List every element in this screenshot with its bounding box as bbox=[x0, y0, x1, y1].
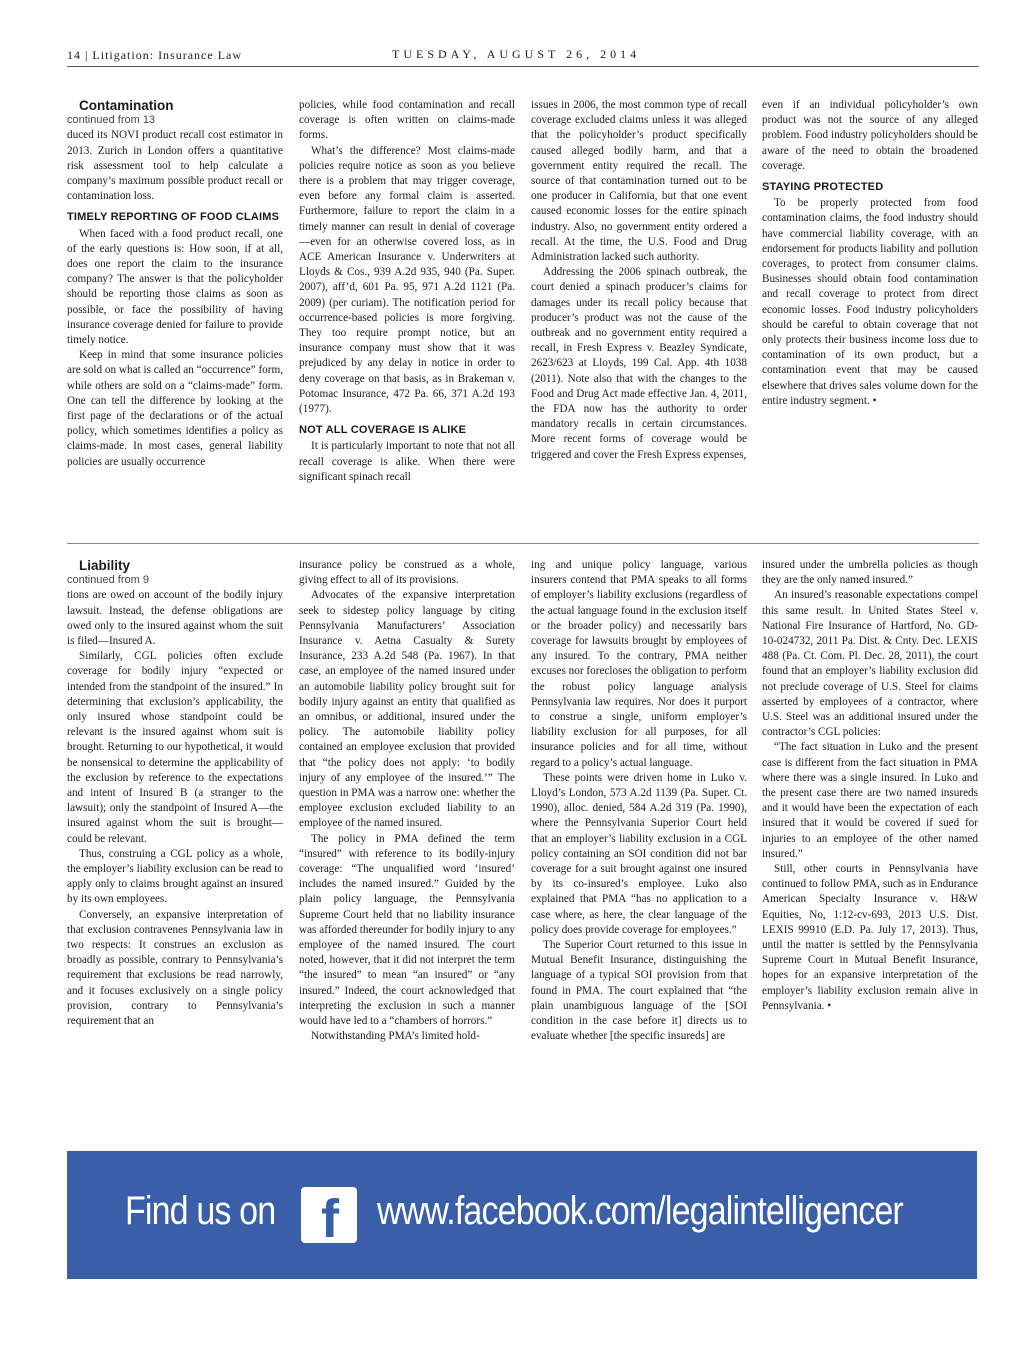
continued-from-label: continued from 13 bbox=[67, 114, 156, 127]
paragraph: even if an individual policyholder’s own product was not the source of any alleged problem. Food industry policyholders should be aware of the need to obtain the broadened coverage. bbox=[762, 99, 978, 172]
subhead-staying-protected: STAYING PROTECTED bbox=[762, 181, 884, 194]
paragraph: Addressing the 2006 spinach outbreak, the court denied a spinach producer’s claims for damages under its recall policy because that producer’s product was not the cause of the outbreak and no government entity required a recall, in Fresh Express v. Beazley Syndicate, 2623/623 at Lloyds, 199 Cal. App. 4th 1038 (2011). Note also that with the changes to the Food and Drug Act made effective Jan. 4, 2011, the FDA now has the authority to order mandatory recalls in certain circumstances. More recent forms of coverage would be triggered and cover the Fresh Express expenses, bbox=[531, 266, 747, 461]
section-divider bbox=[67, 543, 979, 544]
find-us-text: Find us on bbox=[125, 1189, 276, 1233]
paragraph: insured under the umbrella policies as though they are the only named insured.” bbox=[762, 559, 978, 587]
paragraph: Still, other courts in Pennsylvania have continued to follow PMA, such as in Endurance American Specialty Insurance v. H&W Equities, No, 1:12-cv-693, 2013 U.S. Dist. LEXIS 99910 (E.D. Pa. July 17, 2013). Thus, until the matter is settled by the Pennsylvania Supreme Court in Mutual Benefit Insurance, hopes for an expansive interpretation of the employer’s liability exclusion remain alive in Pennsylvania. • bbox=[762, 863, 978, 1012]
facebook-banner[interactable] bbox=[67, 1151, 977, 1279]
contamination-title: Contamination bbox=[79, 98, 174, 113]
paragraph: An insured’s reasonable expectations compel this same result. In United States Steel v. National Fire Insurance of Hartford, No. GD-10-024732, 2011 Pa. Dist. & Cnty. Dec. LEXIS 488 (Pa. Ct. Com. Pl. Dec. 28, 2011), the court found that an employer’s liability exclusion did not preclude coverage of U.S. Steel for claims asserted by employees of a contractor, where U.S. Steel was an additional insured under the contractor’s CGL policies: bbox=[762, 589, 978, 739]
paragraph: When faced with a food product recall, one of the early questions is: How soon, if at all, does one report the claim to the insurance company? The answer is that the policyholder should be reporting those claims as soon as possible, or face the possibility of having insurance coverage denied for failure to provide timely notice. bbox=[67, 227, 283, 347]
contamination-column-3 bbox=[531, 98, 747, 528]
contamination-column-1 bbox=[67, 98, 283, 528]
facebook-icon[interactable] bbox=[301, 1187, 357, 1249]
paragraph: tions are owed on account of the bodily injury lawsuit. Instead, the defense obligations are owed only to the insured against whom the suit is filed—Insured A. bbox=[67, 589, 283, 648]
liability-column-1 bbox=[67, 558, 283, 1128]
page-label: 14 | Litigation: Insurance Law bbox=[67, 48, 243, 62]
paragraph: duced its NOVI product recall cost estimator in 2013. Zurich in London offers a quantitative risk assessment tool to help calculate a company’s maximum possible product recall or contamination loss. bbox=[67, 129, 283, 203]
liability-title: Liability bbox=[79, 558, 131, 573]
contamination-column-2 bbox=[299, 98, 515, 528]
paragraph: What’s the difference? Most claims-made policies require notice as soon as you believe there is a problem that may trigger coverage, even before any formal claim is asserted. Furthermore, failure to report the claim in a timely manner can result in denial of coverage—even for an otherwise covered loss, as in ACE American Insurance v. Underwriters at Lloyds & Cos., 939 A.2d 935, 940 (Pa. Super. 2007), aff’d, 601 Pa. 95, 971 A.2d 1121 (Pa. 2009) (per curiam). The notification period for occurrence-based policies is more forgiving. They too require prompt notice, but an insurance company must show that it was prejudiced by any delay in notice in order to deny coverage on that basis, as in Brakeman v. Potomac Insurance, 472 Pa. 66, 371 A.2d 193 (1977). bbox=[299, 144, 515, 416]
liability-column-3 bbox=[531, 558, 747, 1128]
paragraph: These points were driven home in Luko v. Lloyd’s London, 573 A.2d 1139 (Pa. Super. Ct. 1990), alloc. denied, 584 A.2d 319 (Pa. 1990), where the Pennsylvania Superior Court held that an employer’s liability exclusion in a CGL policy containing an SOI condition did not bar coverage for a suit brought against one insured by its co-insured’s employee. Luko also explained that PMA “has no application to a case where, as here, the clear language of the policy does provide coverage for employees.” bbox=[531, 771, 747, 936]
continued-from-label: continued from 9 bbox=[67, 574, 149, 587]
liability-column-4 bbox=[762, 558, 978, 1128]
paragraph: It is particularly important to note that not all recall coverage is alike. When there were significant spinach recall bbox=[299, 440, 515, 483]
paragraph: “The fact situation in Luko and the present case is different from the fact situation in PMA where there was a single insured. In Luko and the present case there are two named insureds and it would have been the expectation of each insured that it would be covered if sued for injuries to an employee of the other named insured.” bbox=[762, 741, 978, 860]
page-header bbox=[67, 44, 979, 67]
paragraph: Notwithstanding PMA’s limited hold- bbox=[311, 1030, 480, 1043]
paragraph: Advocates of the expansive interpretation seek to sidestep policy language by citing Pennsylvania Manufacturers’ Association Insurance v. Aetna Casualty & Surety Insurance, 233 A.2d 548 (Pa. 1967). In that case, an employee of the named insured under an automobile liability policy brought suit for bodily injury against an entity that qualified as an omnibus, or additional, insured under the policy. The automobile liability policy contained an employee exclusion that provided that “the policy does not apply: ‘to bodily injury of any employee of the insured.’” The question in PMA was a narrow one: whether the employee exclusion excluded liability to an employee of the named insured. bbox=[299, 589, 515, 830]
issue-date: TUESDAY, AUGUST 26, 2014 bbox=[392, 47, 641, 61]
paragraph: To be properly protected from food contamination claims, the food industry should have commercial liability coverage, with an endorsement for products liability and pollution coverages, to protect from consumer claims. Businesses should obtain food contamination and recall coverage to protect from direct economic losses. Food industry policyholders should be careful to obtain coverage that not only protects their business income loss due to contamination of its own product, but a contamination event that may be caused elsewhere that drives sales volume down for the entire industry segment. • bbox=[762, 197, 978, 407]
paragraph: The Superior Court returned to this issue in Mutual Benefit Insurance, distinguishing the language of a typical SOI provision from that found in PMA. The court explained that “the plain unambiguous language of the [SOI condition in the case before it] directs us to evaluate whether [the specific insureds] are bbox=[531, 939, 747, 1043]
paragraph: Keep in mind that some insurance policies are sold on what is called an “occurrence” form, while others are sold on a “claims-made” form. One can tell the difference by looking at the first page of the declarations or of the actual policy, which sometimes identifies a policy as claims-made. In most cases, general liability policies are usually occurrence bbox=[67, 349, 283, 468]
subhead-timely-reporting: TIMELY REPORTING OF FOOD CLAIMS bbox=[67, 211, 280, 224]
paragraph: policies, while food contamination and recall coverage is often written on claims-made forms. bbox=[299, 99, 515, 142]
paragraph: ing and unique policy language, various insurers contend that PMA speaks to all forms of employer’s liability exclusions (regardless of the actual language found in the exclusion itself or the broader policy) and necessarily bars coverage for lawsuits brought by employees of any insured. To the contrary, PMA neither excuses nor forecloses the obligation to perform the robust policy language analysis Pennsylvania law requires. Nor does it purport to construe a single, uniform employer’s liability exclusion for all purposes, for all insurance policies and for all time, without regard to a policy’s actual language. bbox=[531, 559, 747, 769]
liability-column-2 bbox=[299, 558, 515, 1128]
paragraph: issues in 2006, the most common type of recall coverage excluded claims unless it was alleged that the policyholder’s product specifically caused alleged bodily harm, and that a government entity required the recall. The source of that contamination turned out to be one producer in California, but that one event caused economic losses for the entire spinach industry. Also, no government entity ordered a recall. At the time, the U.S. Food and Drug Administration lacked such authority. bbox=[531, 99, 747, 264]
contamination-column-4 bbox=[762, 98, 978, 528]
paragraph: insurance policy be construed as a whole, giving effect to all of its provisions. bbox=[299, 559, 515, 587]
paragraph: Thus, construing a CGL policy as a whole, the employer’s liability exclusion can be read to apply only to claims brought against an insured by its own employees. bbox=[67, 847, 283, 906]
facebook-url-link[interactable]: www.facebook.com/legalintelligencer bbox=[377, 1189, 903, 1233]
facebook-letter: f bbox=[321, 1189, 339, 1249]
subhead-not-all-coverage: NOT ALL COVERAGE IS ALIKE bbox=[299, 424, 467, 437]
paragraph: Conversely, an expansive interpretation of that exclusion contravenes Pennsylvania law in two respects: It construes an exclusion as broadly as possible, contrary to Pennsylvania’s requirement that exclusions be read narrowly, and it focuses exclusively on a single policy provision, contrary to Pennsylvania’s requirement that an bbox=[67, 908, 283, 1028]
paragraph: Similarly, CGL policies often exclude coverage for bodily injury “expected or intended from the standpoint of the insured.” In determining that exclusion’s applicability, the only insured whose standpoint could be relevant is the insured against whom suit is brought. Returning to our hypothetical, it would be nonsensical to determine the applicability of the exclusion by reference to the expectations and intent of Insured B (a stranger to the lawsuit); only the standpoint of Insured A—the insured against whom the suit is brought—could be relevant. bbox=[67, 650, 283, 845]
paragraph: The policy in PMA defined the term “insured” with reference to its bodily-injury coverage: “The unqualified word ‘insured’ includes the named insured.” Guided by the plain policy language, the Pennsylvania Supreme Court held that no liability insurance was afforded thereunder for bodily injury to any employee of the named insured. The court noted, however, that it did not interpret the term “the insured” to mean “an insured” or “any insured.” Indeed, the court acknowledged that interpreting the exclusion in such a manner would have led to a “chambers of horrors.” bbox=[299, 832, 515, 1028]
